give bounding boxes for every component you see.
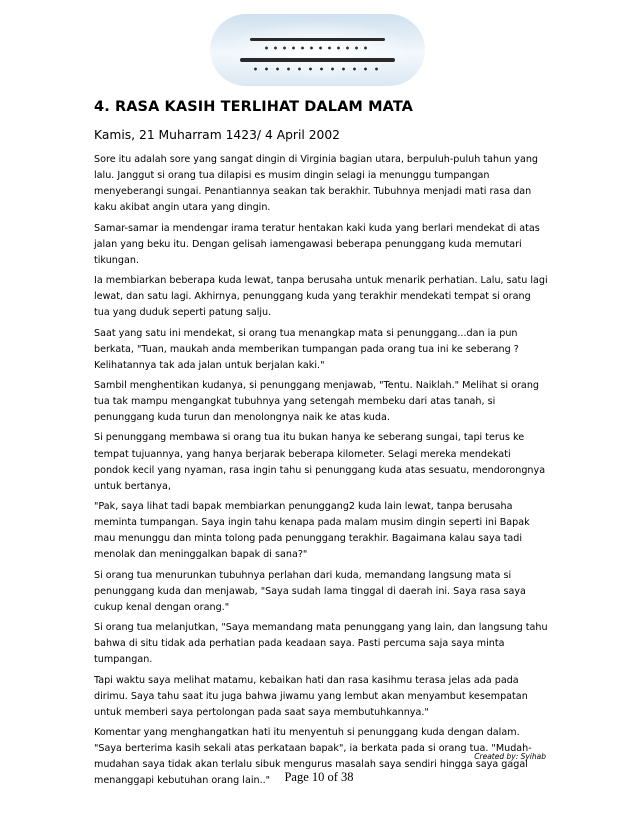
paragraph: Ia membiarkan beberapa kuda lewat, tanpa berusaha untuk menarik perhatian. Lalu, satu lagi lewat, dan satu lagi. Akhirnya, penunggang kuda yang terakhir mendekati tempat si orang tua yang duduk seperti patung salju. <box>94 275 548 319</box>
paragraph: "Pak, saya lihat tadi bapak membiarkan penunggang2 kuda lain lewat, tanpa berusaha meminta tumpangan. Saya ingin tahu kenapa pada malam musim dingin seperti ini Bapak mau menunggu dan minta tolong pada penunggang terakhir. Bagaimana kalau saya tadi menolak dan meninggalkan bapak di sana?" <box>94 501 530 561</box>
page-title: 4. RASA KASIH TERLIHAT DALAM MATA <box>94 99 414 115</box>
author-credit: Created by: Syihab <box>474 752 546 761</box>
paragraph: Komentar yang menghangatkan hati itu menyentuh si penunggang kuda dengan dalam. "Saya berterima kasih sekali atas perkataan bapak", ia berkata pada si orang tua. "Mudah-mudahan saya tidak akan terlalu sibuk mengurus masalah saya sendiri hingga saya gagal menanggapi kebutuhan orang lain.." <box>94 726 532 787</box>
article-body <box>94 152 549 794</box>
paragraph: Tapi waktu saya melihat matamu, kebaikan hati dan rasa kasihmu terasa jelas ada pada dirimu. Saya tahu saat itu juga bahwa jiwamu yang lembut akan menyambut kesempatan untuk memberi saya pertolongan pada saat saya membutuhkannya." <box>94 674 528 718</box>
paragraph: Samar-samar ia mendengar irama teratur hentakan kaki kuda yang berlari mendekat di atas jalan yang beku itu. Dengan gelisah iamengawasi beberapa penunggang kuda memutari tikungan. <box>94 222 540 266</box>
arabic-calligraphy-banner-icon <box>210 14 425 86</box>
paragraph: Si orang tua menurunkan tubuhnya perlahan dari kuda, memandang langsung mata si penunggang kuda dan menjawab, "Saya sudah lama tinggal di daerah ini. Saya rasa saya cukup kenal dengan orang." <box>94 569 526 613</box>
page-number: Page 10 of 38 <box>284 770 354 784</box>
paragraph: Sambil menghentikan kudanya, si penunggang menjawab, "Tentu. Naiklah." Melihat si orang tua tak mampu mengangkat tubuhnya yang setengah membeku dari atas tanah, si penunggang kuda turun dan menolongnya naik ke atas kuda. <box>94 379 539 424</box>
paragraph: Si orang tua melanjutkan, "Saya memandang mata penunggang yang lain, dan langsung tahu bahwa di situ tidak ada perhatian pada keadaan saya. Pasti percuma saja saya minta tumpangan. <box>94 622 548 666</box>
paragraph: Si penunggang membawa si orang tua itu bukan hanya ke seberang sungai, tapi terus ke tempat tujuannya, yang hanya berjarak beberapa kilometer. Selagi mereka mendekati pondok kecil yang nyaman, rasa ingin tahu si penunggang kuda atas sesuatu, mendorongnya untuk bertanya, <box>94 432 546 492</box>
paragraph: Sore itu adalah sore yang sangat dingin di Virginia bagian utara, berpuluh-puluh tahun yang lalu. Janggut si orang tua dilapisi es musim dingin selagi ia menunggu tumpangan menyeberangi sungai. Penantiannya seakan tak berakhir. Tubuhnya menjadi mati rasa dan kaku akibat angin utara yang dingin. <box>94 154 539 214</box>
article-date: Kamis, 21 Muharram 1423/ 4 April 2002 <box>94 128 340 142</box>
paragraph: Saat yang satu ini mendekat, si orang tua menangkap mata si penunggang...dan ia pun berkata, "Tuan, maukah anda memberikan tumpangan pada orang tua ini ke seberang ? Kelihatannya tak ada jalan untuk berjalan kaki." <box>94 327 519 371</box>
